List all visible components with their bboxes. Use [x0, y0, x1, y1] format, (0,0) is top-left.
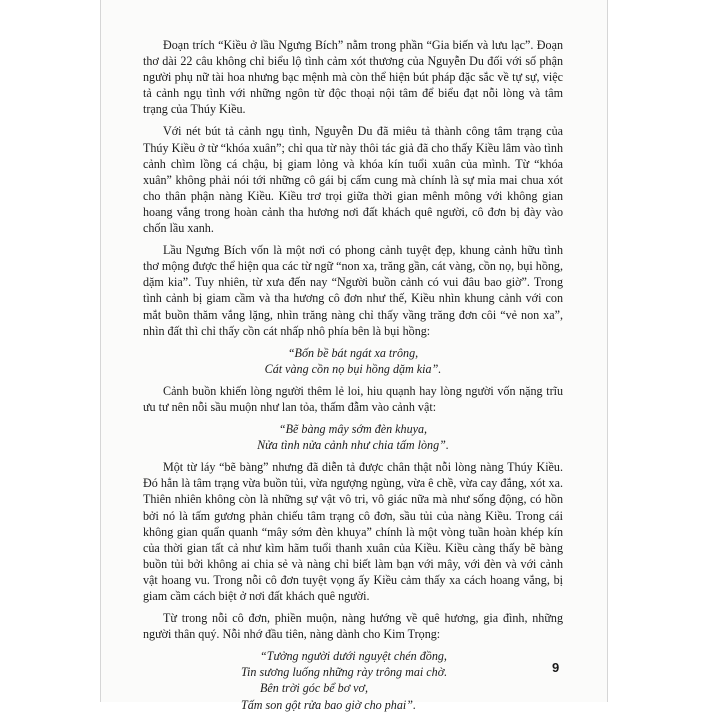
poem-quote-2	[143, 421, 563, 453]
page-number: 9	[552, 660, 560, 675]
poem-line: Bên trời góc bể bơ vơ,	[260, 681, 369, 696]
poem-quote-3	[143, 648, 563, 712]
paragraph-5: Một từ láy “bẽ bàng” nhưng đã diễn tả được chân thật nỗi lòng nàng Thúy Kiều. Đó hẳn là tâm trạng vừa buồn tủi, vừa ngượng ngùng, vừa ê chề, vừa cay đắng, xót xa. Thiên nhiên không còn là những sự vật vô tri, vô giác nữa mà như sống động, có hồn bởi nó là tấm gương phản chiếu tâm trạng cô đơn, sầu tủi của nàng Kiều. Trong cái không gian quẩn quanh “mây sớm đèn khuya” chính là một vòng tuần hoàn khép kín của thời gian tất cả như kìm hãm tuổi thanh xuân của Kiều. Kiều càng thấy bẽ bàng buồn tủi bởi không ai chia sẻ và nàng chỉ biết làm bạn với mây, với đèn và với cảnh vật hoang vu. Trong nỗi cô đơn tuyệt vọng ấy Kiều cảm thấy xa cách hoang vắng, bị giam cầm cách biệt ở nơi đất khách quê người.	[143, 460, 563, 603]
paragraph-1: Đoạn trích “Kiều ở lầu Ngưng Bích” nằm trong phần “Gia biến và lưu lạc”. Đoạn thơ dài 22 câu không chỉ biểu lộ tình cảm xót thương của Nguyễn Du đối với số phận người phụ nữ tài hoa nhưng bạc mệnh mà còn thể hiện bút pháp đặc sắc về tự sự, việc tả cảnh ngụ tình với những ngôn từ độc thoại nội tâm để biểu đạt nỗi lòng và tâm trạng của Thúy Kiều.	[143, 38, 563, 117]
paragraph-4: Cảnh buồn khiến lòng người thêm lẻ loi, hiu quạnh hay lòng người vốn nặng trĩu ưu tư nên nỗi sầu muộn như lan tỏa, thấm đẫm vào cảnh vật:	[143, 383, 563, 414]
poem-line: Tin sương luống những rày trông mai chờ.	[241, 665, 448, 680]
paragraph-2: Với nét bút tả cảnh ngụ tình, Nguyễn Du đã miêu tả thành công tâm trạng của Thúy Kiều ở từ “khóa xuân”; chỉ qua từ này thôi tác giả đã cho thấy Kiều lâm vào tình cảnh chìm lồng cá chậu, bị giam lỏng và khóa kín tuổi xuân của mình. Từ “khóa xuân” không phải nói tới những cô gái bị cấm cung mà chính là sự mỉa mai chua xót cho thân phận nàng Kiều. Kiều trơ trọi giữa thời gian mênh mông với không gian hoang vắng trong hoàn cảnh tha hương nơi đất khách quê người, cô đơn bị đày vào chốn lầu xanh.	[143, 124, 563, 236]
paragraph-3: Lầu Ngưng Bích vốn là một nơi có phong cảnh tuyệt đẹp, khung cảnh hữu tình thơ mộng được thể hiện qua các từ ngữ “non xa, trăng gần, cát vàng, cồn nọ, bụi hồng, dặm kia”. Tuy nhiên, từ xưa đến nay “Người buồn cảnh có vui đâu bao giờ”. Trong tình cảnh bị giam cầm và tha hương cô đơn như thế, Kiều nhìn khung cảnh với con mắt buồn thăm vắng lặng, nhìn trăng nàng chỉ thấy vầng trăng đơn côi “vẻ non xa”, nhìn đất thì chỉ thấy cồn cát nhấp nhô phía bên là bụi hồng:	[143, 243, 563, 338]
page-body	[143, 37, 563, 719]
poem-line: Tấm son gột rửa bao giờ cho phai”.	[241, 697, 416, 712]
poem-line: “Tưởng người dưới nguyệt chén đồng,	[260, 649, 447, 664]
paragraph-6: Từ trong nỗi cô đơn, phiền muộn, nàng hướng về quê hương, gia đình, những người thân quý. Nỗi nhớ đầu tiên, nàng dành cho Kim Trọng:	[143, 611, 563, 642]
poem-line: Cát vàng cồn nọ bụi hồng dặm kia”.	[264, 361, 442, 376]
poem-line: “Bốn bề bát ngát xa trông,	[287, 345, 419, 360]
poem-line: Nửa tình nửa cảnh như chia tấm lòng”.	[257, 438, 449, 453]
poem-line: “Bẽ bàng mây sớm đèn khuya,	[278, 422, 428, 437]
poem-quote-1	[143, 345, 563, 377]
